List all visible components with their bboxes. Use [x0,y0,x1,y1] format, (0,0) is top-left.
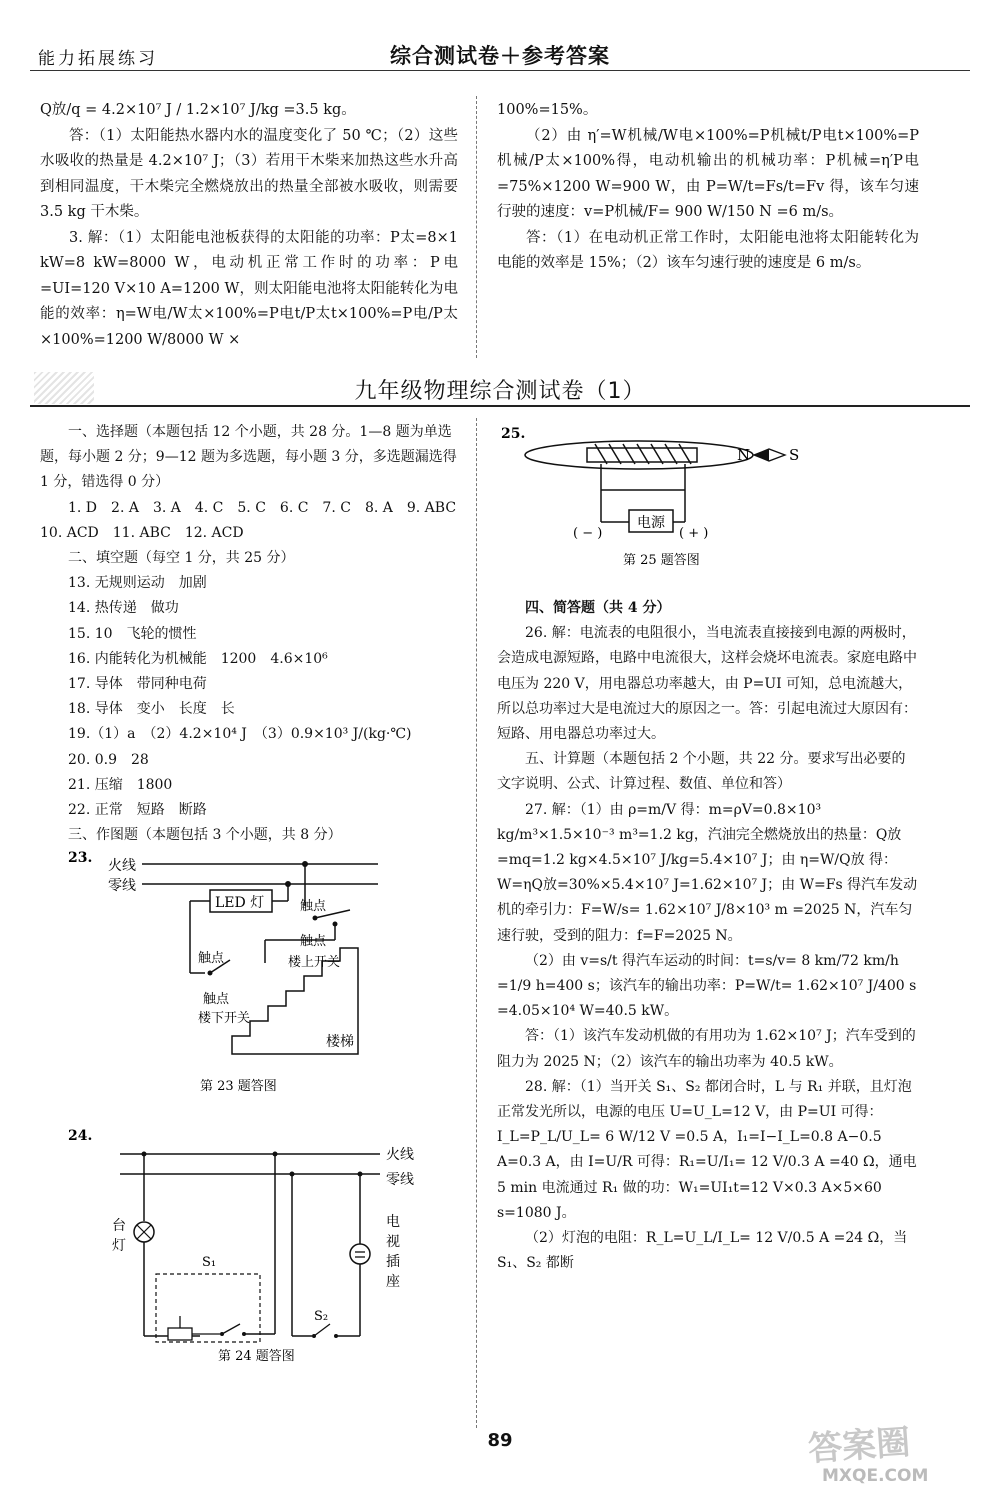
column-divider [476,418,477,1428]
page-header-title: 综合测试卷＋参考答案 [390,44,610,68]
figure-23-circuit [60,848,390,1098]
top-left-column [40,98,458,353]
led-lamp-label: LED 灯 [215,895,265,911]
right-answer-column [497,596,919,1276]
answer-28-part-1: 28. 解：（1）当开关 S₁、S₂ 都闭合时，L 与 R₁ 并联，且灯泡正常发光所以，电源的电压 U=U_L=12 V，由 P=UI 可得：I_L=P_L/U_L= 6 W/12 V =0.5 A，I₁=I−I_L=0.8 A−0.5 A=0.3 A，由 I=U/R 可得：R₁=U/I₁= 12 V/0.3 A =40 Ω，通电 5 min 电流通过 R₁ 做的功：W₁=UI₁t=12 V×0.3 A×5×60 s=1080 J。 [497,1078,917,1221]
answer-27-conclusion: 答：（1）该汽车发动机做的有用功为 1.62×10⁷ J；汽车受到的阻力为 2025 N；（2）该汽车的输出功率为 40.5 kW。 [497,1028,916,1070]
watermark-logo: 答案圈 [806,1422,912,1470]
figure-23-caption: 第 23 题答图 [200,1079,277,1094]
fraction-line: Q放/q = 4.2×10⁷ J / 1.2×10⁷ J/kg =3.5 kg。 [40,102,356,118]
switch-s2 [314,1324,330,1336]
efficiency-result: 100%=15%。 [497,102,598,118]
figure-25-electromagnet [497,422,827,577]
s2-label: S₂ [314,1309,329,1324]
fill-section-heading: 二、填空题（每空 1 分，共 25 分） [68,550,295,567]
part-2-solution: （2）由 η′=W机械/W电×100%=P机械t/P电t×100%=P机械/P太×100%得，电动机输出的机械功率：P机械=η′P电=75%×1200 W=900 W，由 P=W/t=Fs/t=Fv 得，该车匀速行驶的速度：v=P机械/F= 900 W/150 N =6 m/s。 [497,127,919,220]
contact-label: 触点 [300,934,327,949]
top-right-column [497,98,919,277]
compass-n: N [737,446,751,464]
tv-socket-label-4: 座 [386,1274,400,1290]
header-rule [30,70,970,71]
neutral-wire-label: 零线 [386,1172,414,1188]
figure-23-number: 23. [68,850,93,866]
contact-label: 触点 [300,899,327,914]
answer-20: 20. 0.9 28 [68,751,149,768]
answer-paragraph: 答：（1）太阳能热水器内水的温度变化了 50 ℃；（2）这些水吸收的热量是 4.2×10⁷ J；（3）若用干木柴来加热这些水升高到相同温度，干木柴完全燃烧放出的热量全部被水吸收，则需要 3.5 kg 干木柴。 [40,127,458,220]
section-title: 九年级物理综合测试卷（1） [354,379,646,404]
answer-26: 26. 解：电流表的电阻很小，当电流表直接接到电源的两极时，会造成电源短路，电路中电流很大，这样会烧坏电流表。家庭电路中电压为 220 V，用电器总功率越大，由 P=UI 可知，总电流越大，所以总功率过大是电流过大的原因之一。答：引起电流过大原因有：短路、用电器总功率过大。 [497,625,917,743]
live-wire-label: 火线 [108,858,136,874]
choice-section-heading: 一、选择题（本题包括 12 个小题，共 28 分。1—8 题为单选题，每小题 2 分；9—12 题为多选题，每小题 3 分，多选题漏选得 1 分，错选得 0 分） [40,424,457,491]
problem-3-solution: 3. 解：（1）太阳能电池板获得的太阳能的功率：P太=8×1 kW=8 kW=8000 W，电动机正常工作时的功率：P电=UI=120 V×10 A=1200 W，则太阳能电池将太阳能转化为电能的效率：η=W电/W太×100%=P电t/P太t×100%=P电/P太×100%=1200 W/8000 W × [40,229,458,348]
negative-terminal: ( − ) [573,526,603,541]
downstairs-switch-label: 楼下开关 [198,1011,251,1026]
contact-label: 触点 [203,992,230,1007]
drawing-section-heading: 三、作图题（本题包括 3 个小题，共 8 分） [68,827,342,844]
section-rule [30,405,970,407]
iron-core [587,448,697,462]
answer-18: 18. 导体 变小 长度 长 [68,701,235,718]
answer-27-part-2: （2）由 v=s/t 得汽车运动的时间：t=s/v= 8 km/72 km/h =1/9 h=400 s；该汽车的输出功率：P=W/t= 1.62×10⁷ J/400 s =4.05×10⁴ W=40.5 kW。 [497,952,917,1020]
stairs-label: 楼梯 [326,1034,354,1050]
answer-paragraph: 答：（1）在电动机正常工作时，太阳能电池将太阳能转化为电能的效率是 15%；（2）该车匀速行驶的速度是 6 m/s。 [497,229,919,271]
figure-24-number: 24. [68,1128,93,1144]
desk-lamp-label-1: 台 [112,1218,126,1234]
rheostat [168,1328,192,1340]
neutral-wire-label: 零线 [108,878,136,894]
desk-lamp-label-2: 灯 [112,1238,126,1254]
calc-section-heading: 五、计算题（本题包括 2 个小题，共 22 分。要求写出必要的文字说明、公式、计算过程、数值、单位和答） [497,751,906,793]
upstairs-switch-label: 楼上开关 [288,955,341,970]
power-source-label: 电源 [637,515,665,531]
live-wire-label: 火线 [386,1147,414,1163]
choice-answers: 1. D 2. A 3. A 4. C 5. C 6. C 7. C 8. A 9. ABC 10. ACD 11. ABC 12. ACD [40,499,471,541]
contact-label: 触点 [198,951,225,966]
short-answer-heading: 四、简答题（共 4 分） [525,600,671,616]
answer-21: 21. 压缩 1800 [68,776,173,793]
page-number: 89 [487,1430,513,1451]
answer-14: 14. 热传递 做功 [68,600,179,617]
tv-socket-label-1: 电 [386,1214,400,1230]
column-divider [476,96,477,358]
answer-28-part-2: （2）灯泡的电阻：R_L=U_L/I_L= 12 V/0.5 A =24 Ω，当 S₁、S₂ 都断 [497,1230,908,1272]
left-answer-column [40,420,471,848]
figure-24-caption: 第 24 题答图 [218,1349,295,1364]
positive-terminal: ( + ) [679,526,709,541]
answer-17: 17. 导体 带同种电荷 [68,676,207,693]
compass-s: S [789,446,800,464]
s1-label: S₁ [202,1255,217,1270]
answer-19: 19.（1）a （2）4.2×10⁴ J （3）0.9×10³ J/(kg·℃) [68,726,412,743]
answer-13: 13. 无规则运动 加剧 [68,575,207,592]
watermark-url: MXQE.COM [822,1466,929,1486]
figure-24-circuit [60,1126,430,1366]
answer-15: 15. 10 飞轮的惯性 [68,625,197,642]
figure-25-caption: 第 25 题答图 [623,553,700,568]
book-series-label: 能力拓展练习 [38,49,158,69]
answer-27-part-1: 27. 解：（1）由 ρ=m/V 得：m=ρV=0.8×10³ kg/m³×1.5×10⁻³ m³=1.2 kg，汽油完全燃烧放出的热量：Q放=mq=1.2 kg×4.5×10⁷ J/kg=5.4×10⁷ J；由 η=W/Q放 得：W=ηQ放=30%×5.4×10⁷ J=1.62×10⁷ J；由 W=Fs 得汽车发动机的牵引力：F=W/s= 1.62×10⁷ J/8×10³ m =2025 N，汽车匀速行驶，受到的阻力：f=F=2025 N。 [497,801,918,944]
figure-25-number: 25. [501,426,526,442]
answer-16: 16. 内能转化为机械能 1200 4.6×10⁶ [68,650,328,667]
answer-22: 22. 正常 短路 断路 [68,802,207,819]
tv-socket-label-2: 视 [386,1234,400,1250]
tv-socket [350,1244,370,1264]
tv-socket-label-3: 插 [386,1254,400,1270]
